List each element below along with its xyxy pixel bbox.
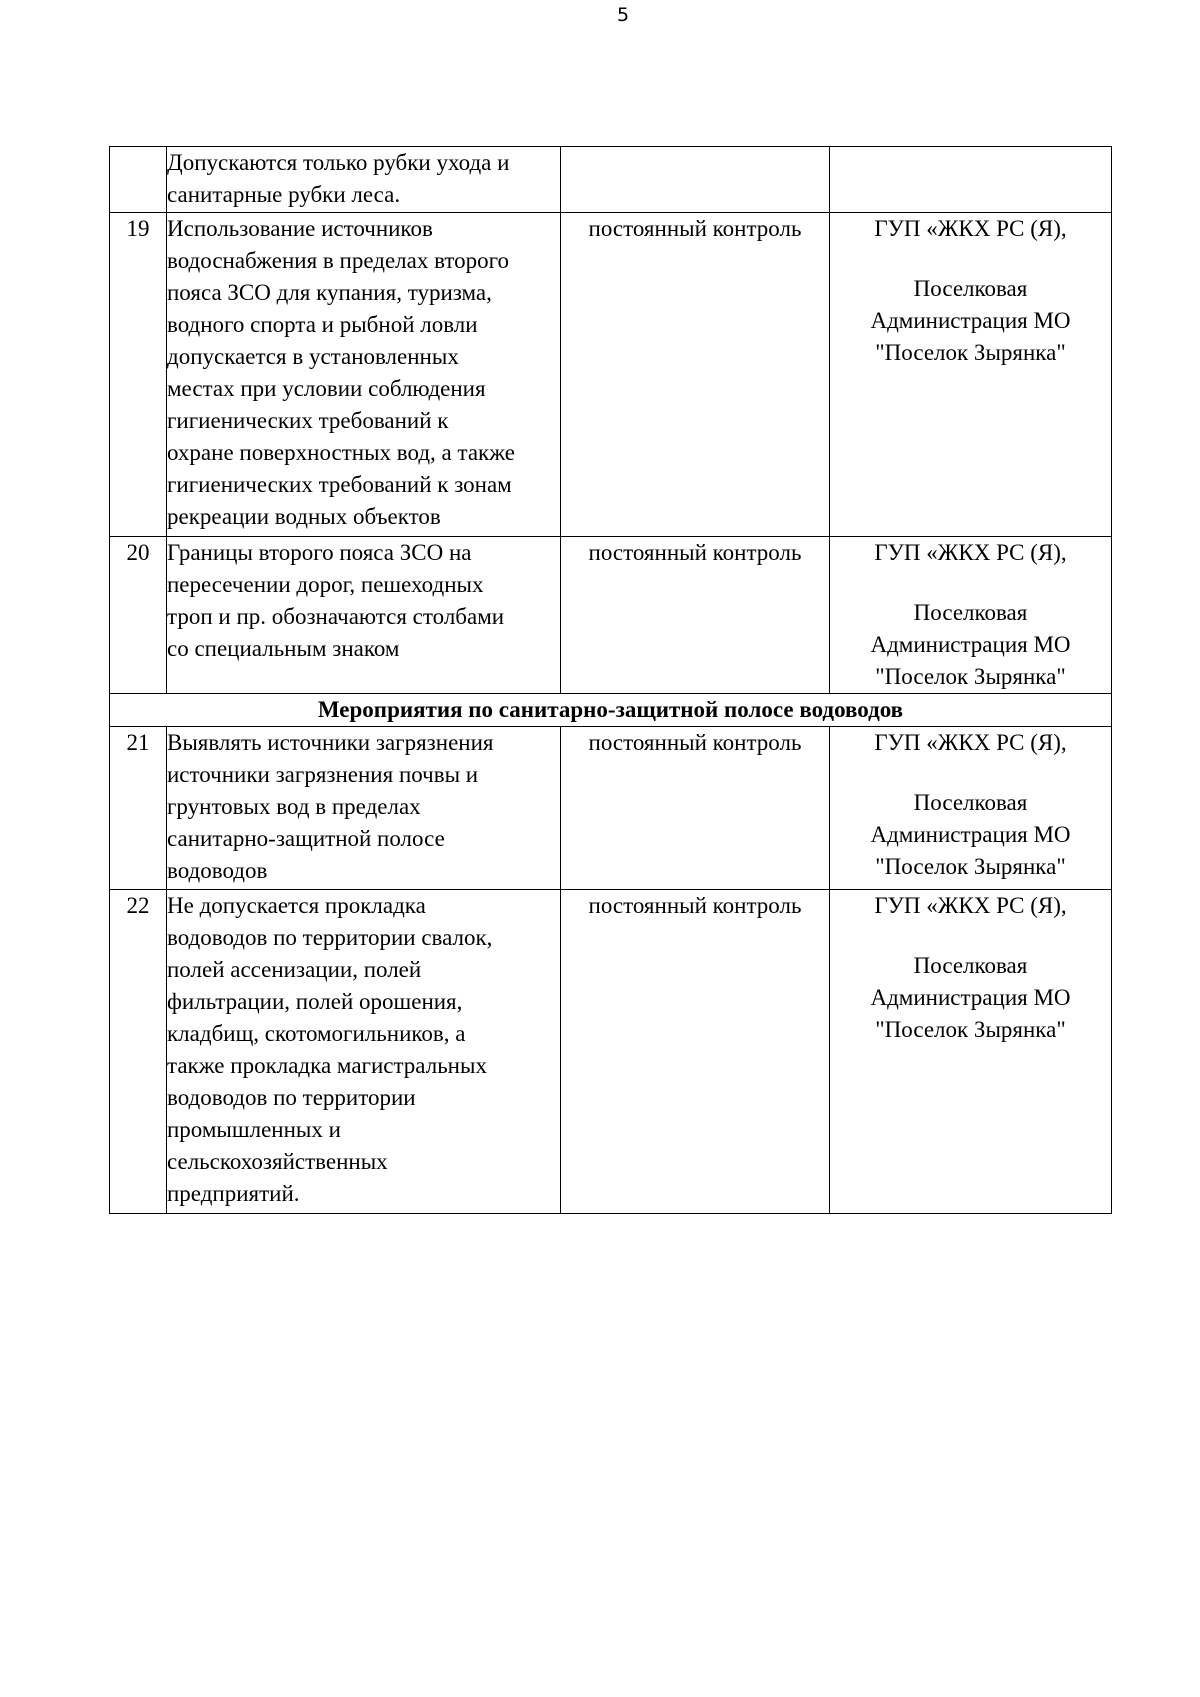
responsible-org: ГУП «ЖКХ РС (Я),	[874, 893, 1067, 918]
measure-description	[167, 147, 561, 213]
term-cell: постоянный контроль	[561, 213, 830, 537]
section-title: Мероприятия по санитарно-защитной полосе водоводов	[110, 694, 1112, 727]
responsible-admin: "Поселок Зырянка"	[875, 1017, 1066, 1042]
description-line: фильтрации, полей орошения,	[167, 989, 463, 1014]
description-line: источники загрязнения почвы и	[167, 762, 479, 787]
responsible-admin: "Поселок Зырянка"	[875, 854, 1066, 879]
description-line: гигиенических требований к	[167, 408, 449, 433]
description-line: рекреации водных объектов	[167, 504, 441, 529]
responsible-gap	[830, 245, 1111, 273]
table-row	[110, 890, 1112, 1214]
description-line: кладбищ, скотомогильников, а	[167, 1021, 466, 1046]
responsible-cell	[830, 213, 1112, 537]
page-number: 5	[616, 4, 630, 26]
row-number	[110, 147, 167, 213]
description-line: пояса ЗСО для купания, туризма,	[167, 280, 492, 305]
row-number: 21	[110, 727, 167, 890]
section-row	[110, 694, 1112, 727]
responsible-cell	[830, 890, 1112, 1214]
responsible-org: ГУП «ЖКХ РС (Я),	[874, 216, 1067, 241]
description-line: водоводов по территории	[167, 1085, 416, 1110]
responsible-admin: Администрация МО	[870, 822, 1071, 847]
table-row	[110, 213, 1112, 537]
description-line: водоводов	[167, 858, 268, 883]
description-line: троп и пр. обозначаются столбами	[167, 604, 505, 629]
table-row	[110, 727, 1112, 890]
responsible-admin: Поселковая	[913, 790, 1028, 815]
responsible-admin: Поселковая	[913, 600, 1028, 625]
description-line: Границы второго пояса ЗСО на	[167, 540, 472, 565]
responsible-admin: "Поселок Зырянка"	[875, 664, 1066, 689]
description-line: охране поверхностных вод, а также	[167, 440, 516, 465]
description-line: полей ассенизации, полей	[167, 957, 422, 982]
responsible-org: ГУП «ЖКХ РС (Я),	[874, 730, 1067, 755]
term-cell: постоянный контроль	[561, 537, 830, 694]
responsible-admin: Поселковая	[913, 953, 1028, 978]
description-line: Выявлять источники загрязнения	[167, 730, 494, 755]
responsible-cell	[830, 147, 1112, 213]
description-line: пересечении дорог, пешеходных	[167, 572, 484, 597]
description-line: гигиенических требований к зонам	[167, 472, 512, 497]
measure-description	[167, 727, 561, 890]
responsible-admin: "Поселок Зырянка"	[875, 340, 1066, 365]
responsible-org: ГУП «ЖКХ РС (Я),	[874, 540, 1067, 565]
description-line: водоснабжения в пределах второго	[167, 248, 509, 273]
description-line: Использование источников	[167, 216, 433, 241]
description-line: сельскохозяйственных	[167, 1149, 388, 1174]
responsible-admin: Поселковая	[913, 276, 1028, 301]
measure-description	[167, 213, 561, 537]
measure-description	[167, 890, 561, 1214]
responsible-admin: Администрация МО	[870, 632, 1071, 657]
description-line: санитарно-защитной полосе	[167, 826, 445, 851]
description-line: грунтовых вод в пределах	[167, 794, 421, 819]
measures-table	[109, 146, 1112, 1214]
responsible-cell	[830, 537, 1112, 694]
responsible-gap	[830, 922, 1111, 950]
description-line: предприятий.	[167, 1181, 300, 1206]
term-cell	[561, 147, 830, 213]
description-line: водоводов по территории свалок,	[167, 925, 493, 950]
description-line: Допускаются только рубки ухода и	[167, 150, 510, 175]
description-line: допускается в установленных	[167, 344, 459, 369]
responsible-gap	[830, 759, 1111, 787]
responsible-admin: Администрация МО	[870, 985, 1071, 1010]
term-cell: постоянный контроль	[561, 890, 830, 1214]
description-line: водного спорта и рыбной ловли	[167, 312, 478, 337]
table-row	[110, 537, 1112, 694]
responsible-gap	[830, 569, 1111, 597]
description-line: промышленных и	[167, 1117, 341, 1142]
row-number: 20	[110, 537, 167, 694]
term-cell: постоянный контроль	[561, 727, 830, 890]
row-number: 19	[110, 213, 167, 537]
description-line: санитарные рубки леса.	[167, 182, 401, 207]
description-line: также прокладка магистральных	[167, 1053, 487, 1078]
responsible-admin: Администрация МО	[870, 308, 1071, 333]
row-number: 22	[110, 890, 167, 1214]
table-row	[110, 147, 1112, 213]
responsible-cell	[830, 727, 1112, 890]
description-line: со специальным знаком	[167, 636, 400, 661]
description-line: местах при условии соблюдения	[167, 376, 486, 401]
measure-description	[167, 537, 561, 694]
description-line: Не допускается прокладка	[167, 893, 426, 918]
